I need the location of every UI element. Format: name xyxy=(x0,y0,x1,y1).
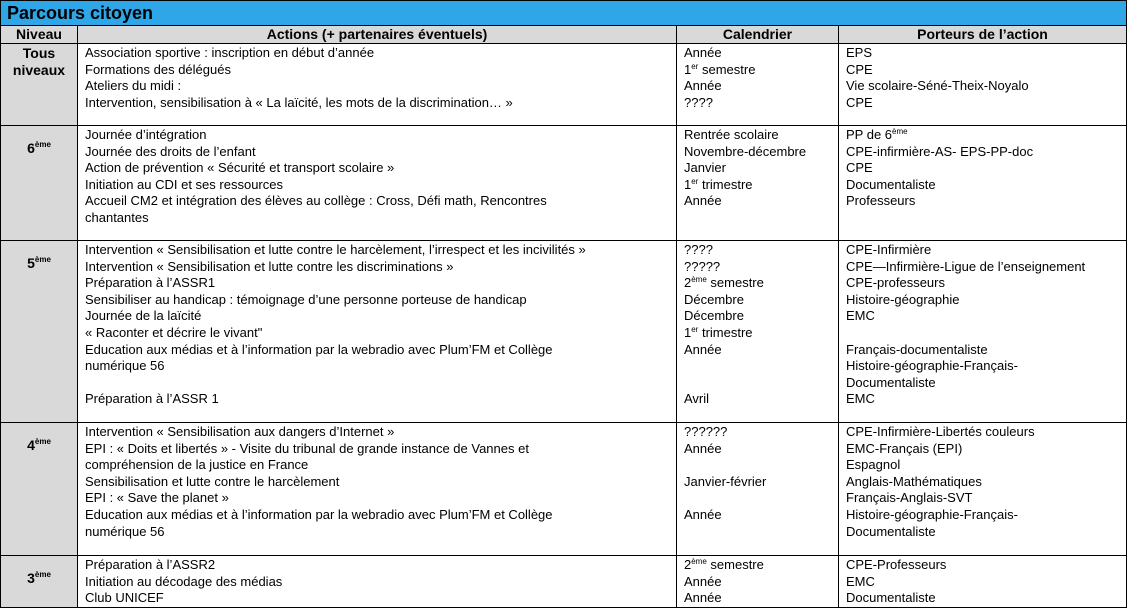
calendrier-line: Rentrée scolaire xyxy=(684,127,779,142)
action-line: Intervention « Sensibilisation aux dangers d’Internet » xyxy=(85,424,395,439)
actions-cell xyxy=(78,556,677,608)
section-row xyxy=(1,241,1127,423)
calendrier-cell xyxy=(677,423,839,556)
porteurs-cell xyxy=(839,44,1127,126)
calendrier-line xyxy=(684,62,834,79)
porteurs-cell xyxy=(839,126,1127,241)
calendrier-line xyxy=(684,557,834,574)
calendrier-line-text: 2 xyxy=(684,557,692,572)
calendrier-line xyxy=(684,358,834,375)
calendrier-line xyxy=(684,457,834,474)
porteur-line: Professeurs xyxy=(846,193,916,209)
action-line xyxy=(85,375,672,392)
level-text: Tous niveaux xyxy=(12,45,66,78)
porteur-line: CPE xyxy=(846,160,873,176)
calendrier-line: Décembre xyxy=(684,308,744,324)
action-line: Initiation au décodage des médias xyxy=(85,573,283,589)
action-line: Education aux médias et à l’information par la webradio avec Plum’FM et Collège xyxy=(85,341,553,357)
header-calendrier: Calendrier xyxy=(677,26,839,44)
calendrier-line xyxy=(684,325,834,342)
porteur-line: EMC xyxy=(846,573,875,589)
level-label xyxy=(1,241,77,271)
porteur-line: CPE—Infirmière-Ligue de l’enseignement xyxy=(846,258,1086,274)
calendrier-line-superscript: er xyxy=(691,324,699,334)
calendrier-cell xyxy=(677,556,839,608)
porteurs-cell xyxy=(839,241,1127,423)
porteur-line: CPE xyxy=(846,61,873,77)
level-superscript: ème xyxy=(34,140,51,149)
action-line: Sensibilisation et lutte contre le harcèlement xyxy=(85,473,340,489)
actions-cell xyxy=(78,241,677,423)
header-actions: Actions (+ partenaires éventuels) xyxy=(78,26,677,44)
action-line: numérique 56 xyxy=(85,523,165,539)
calendrier-line-text-rest: trimestre xyxy=(698,176,753,192)
action-line: Association sportive : inscription en début d’année xyxy=(85,45,375,60)
action-line: Intervention, sensibilisation à « La laïcité, les mots de la discrimination… » xyxy=(85,94,513,110)
action-line: Sensibiliser au handicap : témoignage d’une personne porteuse de handicap xyxy=(85,291,527,307)
calendrier-line: Novembre-décembre xyxy=(684,143,807,159)
porteur-line: EMC-Français (EPI) xyxy=(846,440,963,456)
header-niveau: Niveau xyxy=(1,26,78,44)
calendrier-line: Janvier xyxy=(684,160,726,176)
calendrier-line: Année xyxy=(684,573,722,589)
action-line: Education aux médias et à l’information par la webradio avec Plum’FM et Collège xyxy=(85,506,553,522)
calendrier-cell xyxy=(677,241,839,423)
section-row xyxy=(1,44,1127,126)
level-cell xyxy=(1,423,78,556)
porteur-line: Vie scolaire-Séné-Theix-Noyalo xyxy=(846,78,1029,94)
calendrier-line xyxy=(684,275,834,292)
level-cell xyxy=(1,241,78,423)
porteur-line: Histoire-géographie xyxy=(846,291,960,307)
level-cell xyxy=(1,44,78,126)
calendrier-line: Avril xyxy=(684,391,710,407)
porteur-line: Histoire-géographie-Français- xyxy=(846,358,1018,374)
header-porteurs: Porteurs de l’action xyxy=(839,26,1127,44)
calendrier-line: ?????? xyxy=(684,424,728,439)
porteur-line: CPE-Professeurs xyxy=(846,557,947,572)
level-cell xyxy=(1,126,78,241)
actions-cell xyxy=(78,423,677,556)
porteur-line: CPE-Infirmière-Libertés couleurs xyxy=(846,424,1035,439)
porteurs-cell xyxy=(839,556,1127,608)
porteur-line: EMC xyxy=(846,308,875,324)
action-line: Ateliers du midi : xyxy=(85,78,182,94)
calendrier-line: Décembre xyxy=(684,291,744,307)
calendrier-line-superscript: ème xyxy=(691,275,707,285)
action-line: Préparation à l’ASSR2 xyxy=(85,557,216,572)
porteur-line: EMC xyxy=(846,391,875,407)
action-line: Préparation à l’ASSR1 xyxy=(85,275,216,291)
porteur-line: CPE-Infirmière xyxy=(846,242,932,257)
porteurs-cell xyxy=(839,423,1127,556)
calendrier-line xyxy=(684,375,834,392)
calendrier-line-text: 2 xyxy=(684,275,692,291)
porteur-line: EPS xyxy=(846,45,873,60)
porteur-line: Anglais-Mathématiques xyxy=(846,473,982,489)
calendrier-line: Janvier-février xyxy=(684,473,767,489)
action-line: Journée des droits de l’enfant xyxy=(85,143,256,159)
porteur-line: Documentaliste xyxy=(846,523,936,539)
section-row xyxy=(1,423,1127,556)
section-row xyxy=(1,126,1127,241)
calendrier-cell xyxy=(677,126,839,241)
calendrier-line: ???? xyxy=(684,94,713,110)
calendrier-line: Année xyxy=(684,45,722,60)
section-row xyxy=(1,556,1127,608)
action-line: numérique 56 xyxy=(85,358,165,374)
calendrier-line-text: 1 xyxy=(684,61,692,77)
calendrier-line xyxy=(684,177,834,194)
action-line: chantantes xyxy=(85,209,149,225)
action-line: EPI : « Doits et libertés » - Visite du tribunal de grande instance de Vannes et xyxy=(85,440,529,456)
level-superscript: ème xyxy=(34,437,51,446)
action-line: Accueil CM2 et intégration des élèves au collège : Cross, Défi math, Rencontres xyxy=(85,193,547,209)
level-superscript: ème xyxy=(34,570,51,579)
level-text: 3 xyxy=(27,570,35,586)
porteur-line: Espagnol xyxy=(846,457,901,473)
porteur-line: Histoire-géographie-Français- xyxy=(846,506,1018,522)
porteur-line: Français-documentaliste xyxy=(846,341,988,357)
porteur-line xyxy=(846,127,1122,144)
calendrier-line: Année xyxy=(684,506,722,522)
calendrier-line xyxy=(684,524,834,541)
calendrier-line-text: 1 xyxy=(684,176,692,192)
calendrier-line xyxy=(684,490,834,507)
calendrier-line-superscript: ème xyxy=(691,557,707,566)
porteur-line-superscript: ème xyxy=(892,127,908,136)
level-label xyxy=(1,556,77,586)
calendrier-line-text: 1 xyxy=(684,324,692,340)
calendrier-line-superscript: er xyxy=(691,176,699,186)
action-line: EPI : « Save the planet » xyxy=(85,490,229,506)
porteur-line: Documentaliste xyxy=(846,176,936,192)
porteur-line-text: PP de 6 xyxy=(846,127,893,142)
porteur-line: CPE xyxy=(846,94,873,110)
action-line: Préparation à l’ASSR 1 xyxy=(85,391,219,407)
calendrier-line-text-rest: semestre xyxy=(698,61,756,77)
calendrier-line: Année xyxy=(684,193,722,209)
porteur-line xyxy=(846,325,1122,342)
calendrier-line-text-rest: semestre xyxy=(706,275,764,291)
calendrier-line-text-rest: semestre xyxy=(706,557,764,572)
level-text: 5 xyxy=(27,255,35,271)
level-text: 6 xyxy=(27,140,35,156)
calendrier-line: ???? xyxy=(684,242,713,257)
calendrier-line: Année xyxy=(684,341,722,357)
porteur-line: Documentaliste xyxy=(846,374,936,390)
calendrier-line: Année xyxy=(684,590,722,606)
level-label xyxy=(1,423,77,453)
action-line: Initiation au CDI et ses ressources xyxy=(85,176,283,192)
porteur-line: Documentaliste xyxy=(846,590,936,606)
actions-cell xyxy=(78,44,677,126)
calendrier-line: ????? xyxy=(684,258,721,274)
action-line: Journée d’intégration xyxy=(85,127,207,142)
level-label xyxy=(1,126,77,156)
action-line: Intervention « Sensibilisation et lutte contre les discriminations » xyxy=(85,258,454,274)
level-superscript: ème xyxy=(34,255,51,264)
action-line: Formations des délégués xyxy=(85,61,231,77)
action-line: « Raconter et décrire le vivant" xyxy=(85,324,263,340)
porteur-line: CPE-infirmière-AS- EPS-PP-doc xyxy=(846,143,1034,159)
calendrier-line-superscript: er xyxy=(691,61,699,71)
porteur-line: CPE-professeurs xyxy=(846,275,945,291)
porteur-line: Français-Anglais-SVT xyxy=(846,490,973,506)
level-cell xyxy=(1,556,78,608)
actions-cell xyxy=(78,126,677,241)
action-line: compréhension de la justice en France xyxy=(85,457,309,473)
action-line: Journée de la laïcité xyxy=(85,308,202,324)
level-text: 4 xyxy=(27,437,35,453)
calendrier-line: Année xyxy=(684,78,722,94)
action-line: Club UNICEF xyxy=(85,590,164,606)
calendrier-line-text-rest: trimestre xyxy=(698,324,753,340)
table-title: Parcours citoyen xyxy=(1,1,1127,26)
action-line: Action de prévention « Sécurité et transport scolaire » xyxy=(85,160,395,176)
level-label xyxy=(1,44,77,79)
calendrier-cell xyxy=(677,44,839,126)
action-line: Intervention « Sensibilisation et lutte contre le harcèlement, l’irrespect et les incivilités » xyxy=(85,242,586,257)
calendrier-line: Année xyxy=(684,440,722,456)
